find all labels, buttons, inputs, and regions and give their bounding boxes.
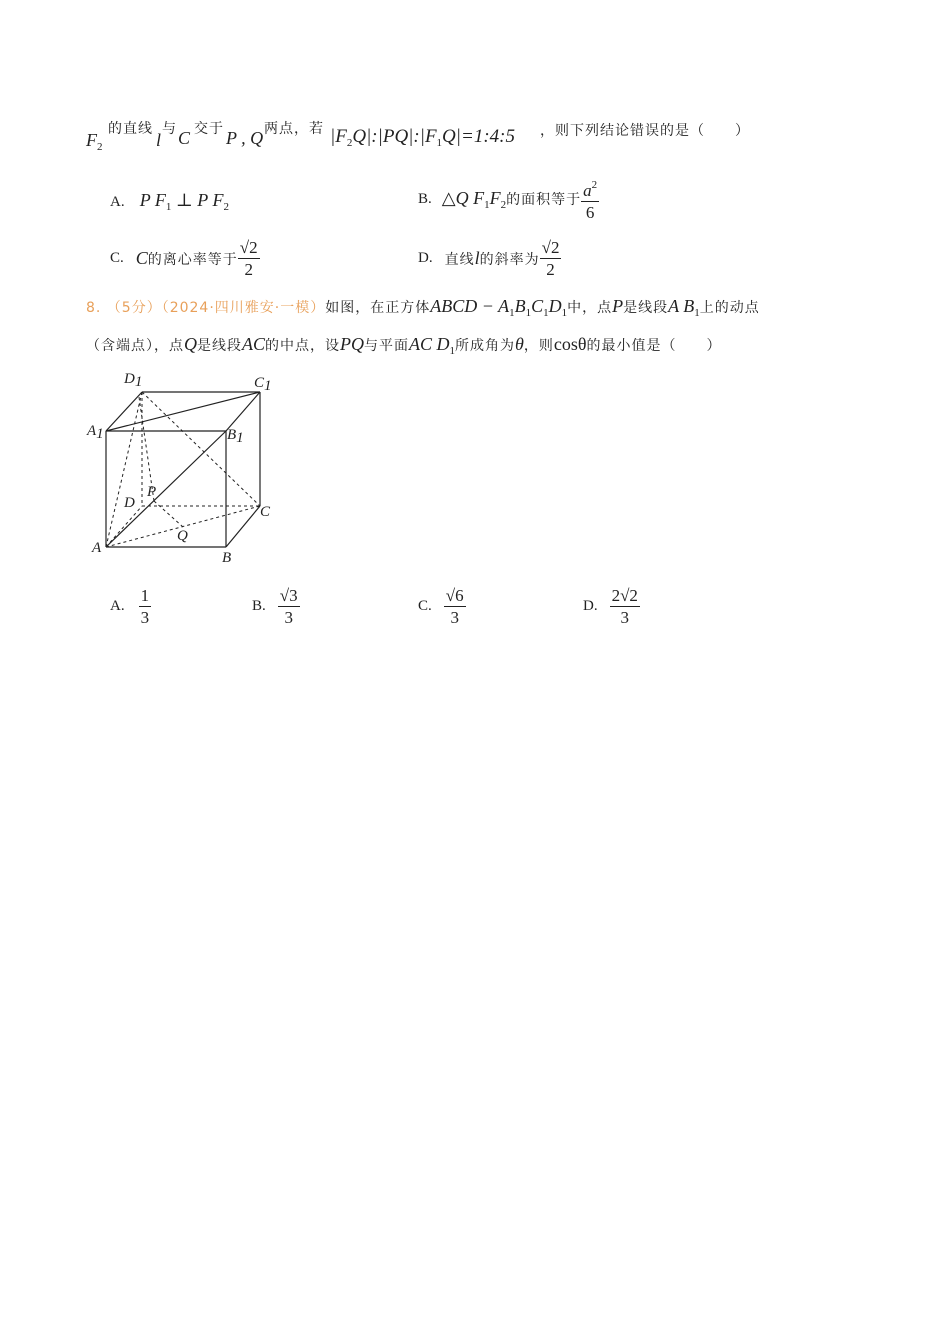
fraction — [444, 586, 466, 627]
numerator: √2 — [541, 238, 560, 257]
denominator: 3 — [620, 608, 630, 627]
text: P F — [139, 190, 166, 210]
text: F — [86, 130, 97, 150]
text: ABCD − A — [430, 296, 510, 316]
q7-option-c[interactable] — [110, 238, 260, 279]
text: Q|=1:4:5 — [442, 126, 515, 147]
diagonal-A1C1 — [106, 392, 260, 431]
text: 的最小值是（ ） — [586, 338, 722, 354]
option-label: B. — [418, 190, 432, 207]
math-cube: ABCD − $A_1B_1C_1D_1$ — [430, 296, 568, 319]
math-cos-theta: cosθ — [553, 334, 587, 354]
numerator: √6 — [445, 586, 464, 605]
text: ，则 — [523, 338, 554, 354]
denominator: 2 — [546, 260, 555, 279]
denominator: 3 — [284, 608, 293, 627]
text: a — [583, 181, 592, 200]
hidden-diagonal-AD1 — [106, 392, 142, 547]
q8-option-a[interactable] — [110, 586, 151, 627]
text: 中，点 — [567, 300, 613, 316]
math-l: l — [156, 130, 162, 150]
hidden-edge — [106, 506, 142, 547]
math-expr — [139, 190, 229, 213]
numerator — [581, 176, 599, 202]
numerator: 2√2 — [611, 586, 638, 605]
text: 的斜率为 — [479, 251, 540, 268]
math-AC: AC — [242, 334, 266, 354]
fraction — [238, 238, 260, 279]
numerator: 1 — [140, 586, 150, 605]
text: 两点，若 — [264, 121, 324, 137]
denominator: 6 — [585, 203, 595, 222]
denominator: 2 — [244, 260, 253, 279]
math-expr — [442, 188, 506, 211]
q8-option-b[interactable] — [252, 586, 300, 627]
q8-option-c[interactable] — [418, 586, 466, 627]
q7-option-d[interactable] — [418, 238, 561, 279]
text: AC D — [409, 334, 450, 354]
text: Q|:|PQ|:|F — [352, 126, 437, 147]
text: 2 — [223, 201, 229, 213]
text: 如图，在正方体 — [325, 300, 431, 316]
text: （含端点），点 — [86, 338, 184, 354]
text: A B — [668, 296, 695, 316]
fraction — [139, 586, 152, 627]
label-C1: C1 — [254, 375, 272, 394]
text: △Q F — [441, 187, 485, 208]
text: 所成角为 — [455, 338, 516, 354]
numerator: √2 — [239, 238, 258, 257]
math-AB1: A $B_1$ — [668, 296, 700, 319]
text: 的中点，设 — [265, 338, 341, 354]
text: ，则下列结论错误的是（ ） — [540, 123, 750, 139]
cube-figure — [84, 366, 284, 566]
text: ⊥ P F — [171, 190, 224, 210]
text: 的直线 — [108, 121, 153, 137]
text: |F — [330, 126, 347, 147]
text: D — [548, 296, 562, 316]
hidden-diagonal-D1C — [142, 392, 260, 506]
segment-PQ — [154, 501, 183, 527]
math-PQ: P , Q — [226, 128, 264, 148]
q8-stem-line-2 — [86, 334, 721, 357]
label-Q: Q — [177, 528, 188, 544]
text: 交于 — [194, 121, 224, 137]
option-label: C. — [110, 250, 124, 266]
text: 1 — [484, 198, 490, 211]
label-D1: D1 — [124, 371, 143, 390]
edge — [226, 392, 260, 431]
text: B — [514, 296, 526, 316]
option-label: D. — [583, 598, 598, 614]
text: 直线 — [444, 251, 475, 268]
denominator: 3 — [140, 608, 150, 627]
edge — [106, 392, 142, 431]
label-B1: B1 — [227, 427, 244, 446]
math-P: P — [612, 296, 624, 316]
q7-option-a[interactable] — [110, 190, 229, 213]
text: C — [531, 296, 544, 316]
text: F — [489, 187, 501, 208]
denominator: 3 — [450, 608, 459, 627]
label-A1: A1 — [87, 423, 104, 442]
math-F2 — [86, 130, 103, 153]
fraction — [540, 238, 562, 279]
label-P: P — [147, 484, 157, 500]
math-theta: θ — [515, 334, 524, 354]
text: 上的动点 — [699, 300, 760, 316]
label-D: D — [124, 495, 135, 511]
text: 的面积等于 — [506, 192, 582, 208]
text: 是线段 — [623, 300, 669, 316]
label-B: B — [222, 550, 232, 566]
text: 的离心率等于 — [147, 251, 238, 268]
text: 与平面 — [364, 338, 410, 354]
text: 2 — [97, 141, 103, 153]
numerator: √3 — [279, 586, 298, 605]
math-C: C — [135, 248, 148, 268]
q8-option-d[interactable] — [583, 586, 640, 627]
label-A: A — [92, 540, 102, 556]
math-l: l — [474, 248, 480, 268]
label-C: C — [260, 504, 271, 520]
text: 1 — [436, 137, 443, 149]
math-C: C — [178, 128, 191, 148]
fraction — [581, 176, 599, 222]
option-label: A. — [110, 194, 125, 210]
text: 2 — [500, 198, 507, 211]
option-label: B. — [252, 598, 266, 614]
math-plane: AC $D_1$ — [409, 334, 456, 357]
option-label: A. — [110, 598, 125, 614]
ratio-expression — [330, 126, 515, 149]
question-meta: 8. （5分）（2024·四川雅安·一模） — [86, 300, 326, 316]
fraction — [610, 586, 640, 627]
q7-option-b[interactable] — [418, 176, 599, 222]
text: 是线段 — [197, 338, 242, 354]
diagonal-AB1 — [106, 431, 226, 547]
math-Q: Q — [184, 334, 197, 354]
text: 1 — [165, 201, 172, 213]
fraction — [278, 586, 300, 627]
math-PQ: PQ — [340, 334, 365, 354]
option-label: C. — [418, 598, 432, 614]
option-label: D. — [418, 250, 433, 266]
edge — [226, 506, 260, 547]
text: 2 — [591, 179, 598, 191]
text: 与 — [162, 121, 177, 137]
q8-stem-line-1 — [86, 296, 760, 319]
text: 2 — [346, 137, 353, 149]
